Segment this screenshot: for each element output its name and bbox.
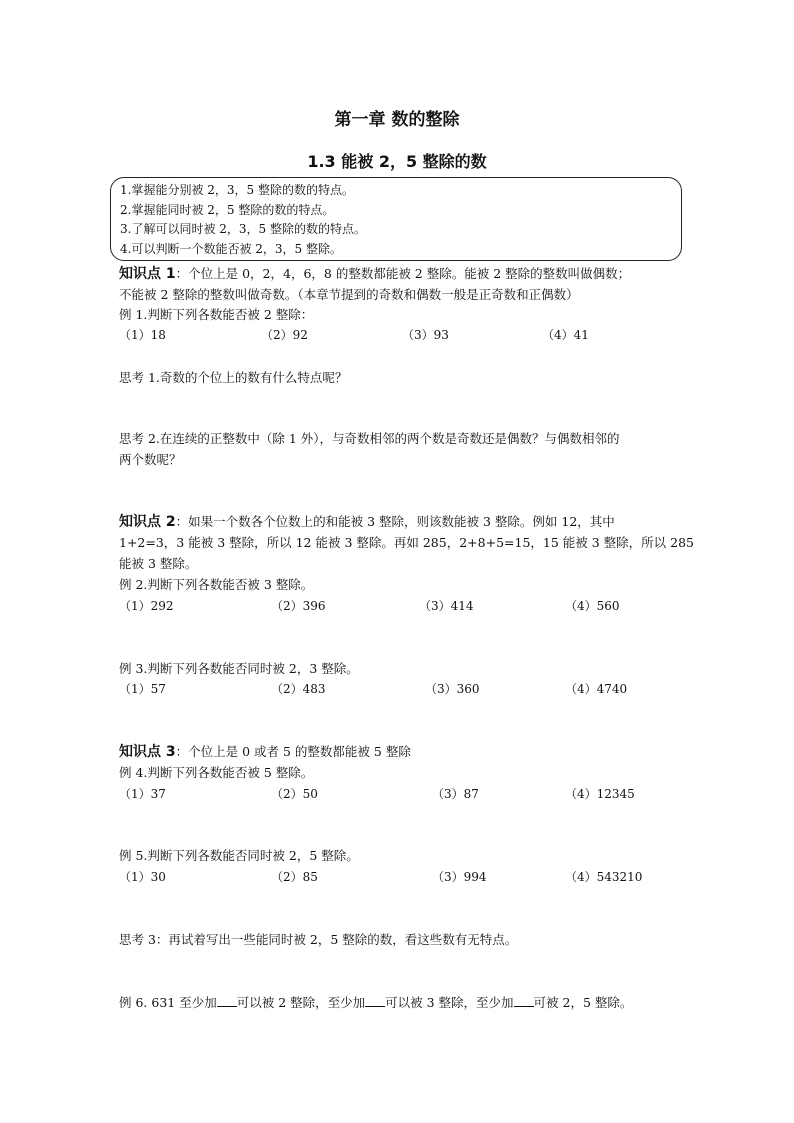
example-2-prompt: 例 2.判断下列各数能否被 3 整除。 <box>119 577 314 592</box>
example-4-options <box>119 784 719 804</box>
option: （3）87 <box>432 787 479 801</box>
knowledge-point-1-line2: 不能被 2 整除的整数叫做奇数。（本章节提到的奇数和偶数一般是正奇数和正偶数） <box>119 287 579 302</box>
option: （2）396 <box>271 599 326 613</box>
option: （4）560 <box>565 599 620 613</box>
think-1: 思考 1.奇数的个位上的数有什么特点呢？ <box>119 370 348 385</box>
option: （1）292 <box>119 599 174 613</box>
goal-item: 2.掌握能同时被 2，5 整除的数的特点。 <box>120 202 335 217</box>
goal-item: 1.掌握能分别被 2，3，5 整除的数的特点。 <box>120 183 354 197</box>
option: （3）994 <box>432 870 487 884</box>
knowledge-point-label: 知识点 3 <box>119 744 176 760</box>
think-2-line2: 两个数呢？ <box>119 452 182 467</box>
example-6-text: 可以被 3 整除，至少加 <box>385 995 514 1010</box>
knowledge-point-label: 知识点 1 <box>119 266 176 282</box>
option: （4）41 <box>542 328 589 342</box>
option: （2）92 <box>261 328 308 342</box>
answer-blank[interactable] <box>217 994 237 1007</box>
example-6 <box>119 993 632 1013</box>
example-4-prompt: 例 4.判断下列各数能否被 5 整除。 <box>119 765 314 780</box>
knowledge-point-text: ：个位上是 0 或者 5 的整数都能被 5 整除 <box>175 744 411 759</box>
example-6-text: 例 6. 631 至少加 <box>119 995 217 1010</box>
example-1-options <box>119 325 719 345</box>
knowledge-point-text: ：如果一个数各个位数上的和能被 3 整除，则该数能被 3 整除。例如 12，其中 <box>175 514 615 529</box>
option: （4）12345 <box>565 787 635 801</box>
knowledge-point-2-line2: 1+2=3，3 能被 3 整除，所以 12 能被 3 整除。再如 285，2+8+5=15，15 能被 3 整除，所以 285 <box>119 535 695 550</box>
option: （4）543210 <box>565 870 643 884</box>
option: （3）360 <box>425 682 480 696</box>
knowledge-point-3 <box>119 742 411 762</box>
example-6-text: 可被 2，5 整除。 <box>533 995 633 1010</box>
knowledge-point-1 <box>119 264 630 284</box>
knowledge-point-2 <box>119 512 615 532</box>
option: （1）30 <box>119 870 166 884</box>
example-3-prompt: 例 3.判断下列各数能否同时被 2，3 整除。 <box>119 661 359 676</box>
option: （2）483 <box>271 682 326 696</box>
think-2-line1: 思考 2.在连续的正整数中（除 1 外），与奇数相邻的两个数是奇数还是偶数？与偶数相邻的 <box>119 431 620 446</box>
learning-goals-box <box>110 177 682 261</box>
option: （1）18 <box>119 328 166 342</box>
example-2-options <box>119 596 719 616</box>
example-5-options <box>119 867 719 887</box>
option: （3）93 <box>402 328 449 342</box>
example-1-prompt: 例 1.判断下列各数能否被 2 整除： <box>119 307 314 322</box>
knowledge-point-text: ：个位上是 0，2，4，6，8 的整数都能被 2 整除。能被 2 整除的整数叫做偶数； <box>175 266 631 281</box>
answer-blank[interactable] <box>514 994 534 1007</box>
option: （4）4740 <box>565 682 628 696</box>
option: （2）50 <box>271 787 318 801</box>
option: （1）37 <box>119 787 166 801</box>
example-5-prompt: 例 5.判断下列各数能否同时被 2，5 整除。 <box>119 848 359 863</box>
think-3: 思考 3：再试着写出一些能同时被 2，5 整除的数，看这些数有无特点。 <box>119 932 518 947</box>
chapter-title: 第一章 数的整除 <box>334 110 460 130</box>
option: （1）57 <box>119 682 166 696</box>
section-title: 1.3 能被 2，5 整除的数 <box>307 152 487 171</box>
knowledge-point-label: 知识点 2 <box>119 514 176 530</box>
example-3-options <box>119 679 719 699</box>
goal-item: 4.可以判断一个数能否被 2，3，5 整除。 <box>120 241 342 256</box>
answer-blank[interactable] <box>365 994 385 1007</box>
option: （2）85 <box>271 870 318 884</box>
example-6-text: 可以被 2 整除，至少加 <box>236 995 366 1010</box>
goal-item: 3.了解可以同时被 2，3，5 整除的数的特点。 <box>120 222 366 236</box>
option: （3）414 <box>419 599 474 613</box>
knowledge-point-2-line3: 能被 3 整除。 <box>119 556 198 571</box>
